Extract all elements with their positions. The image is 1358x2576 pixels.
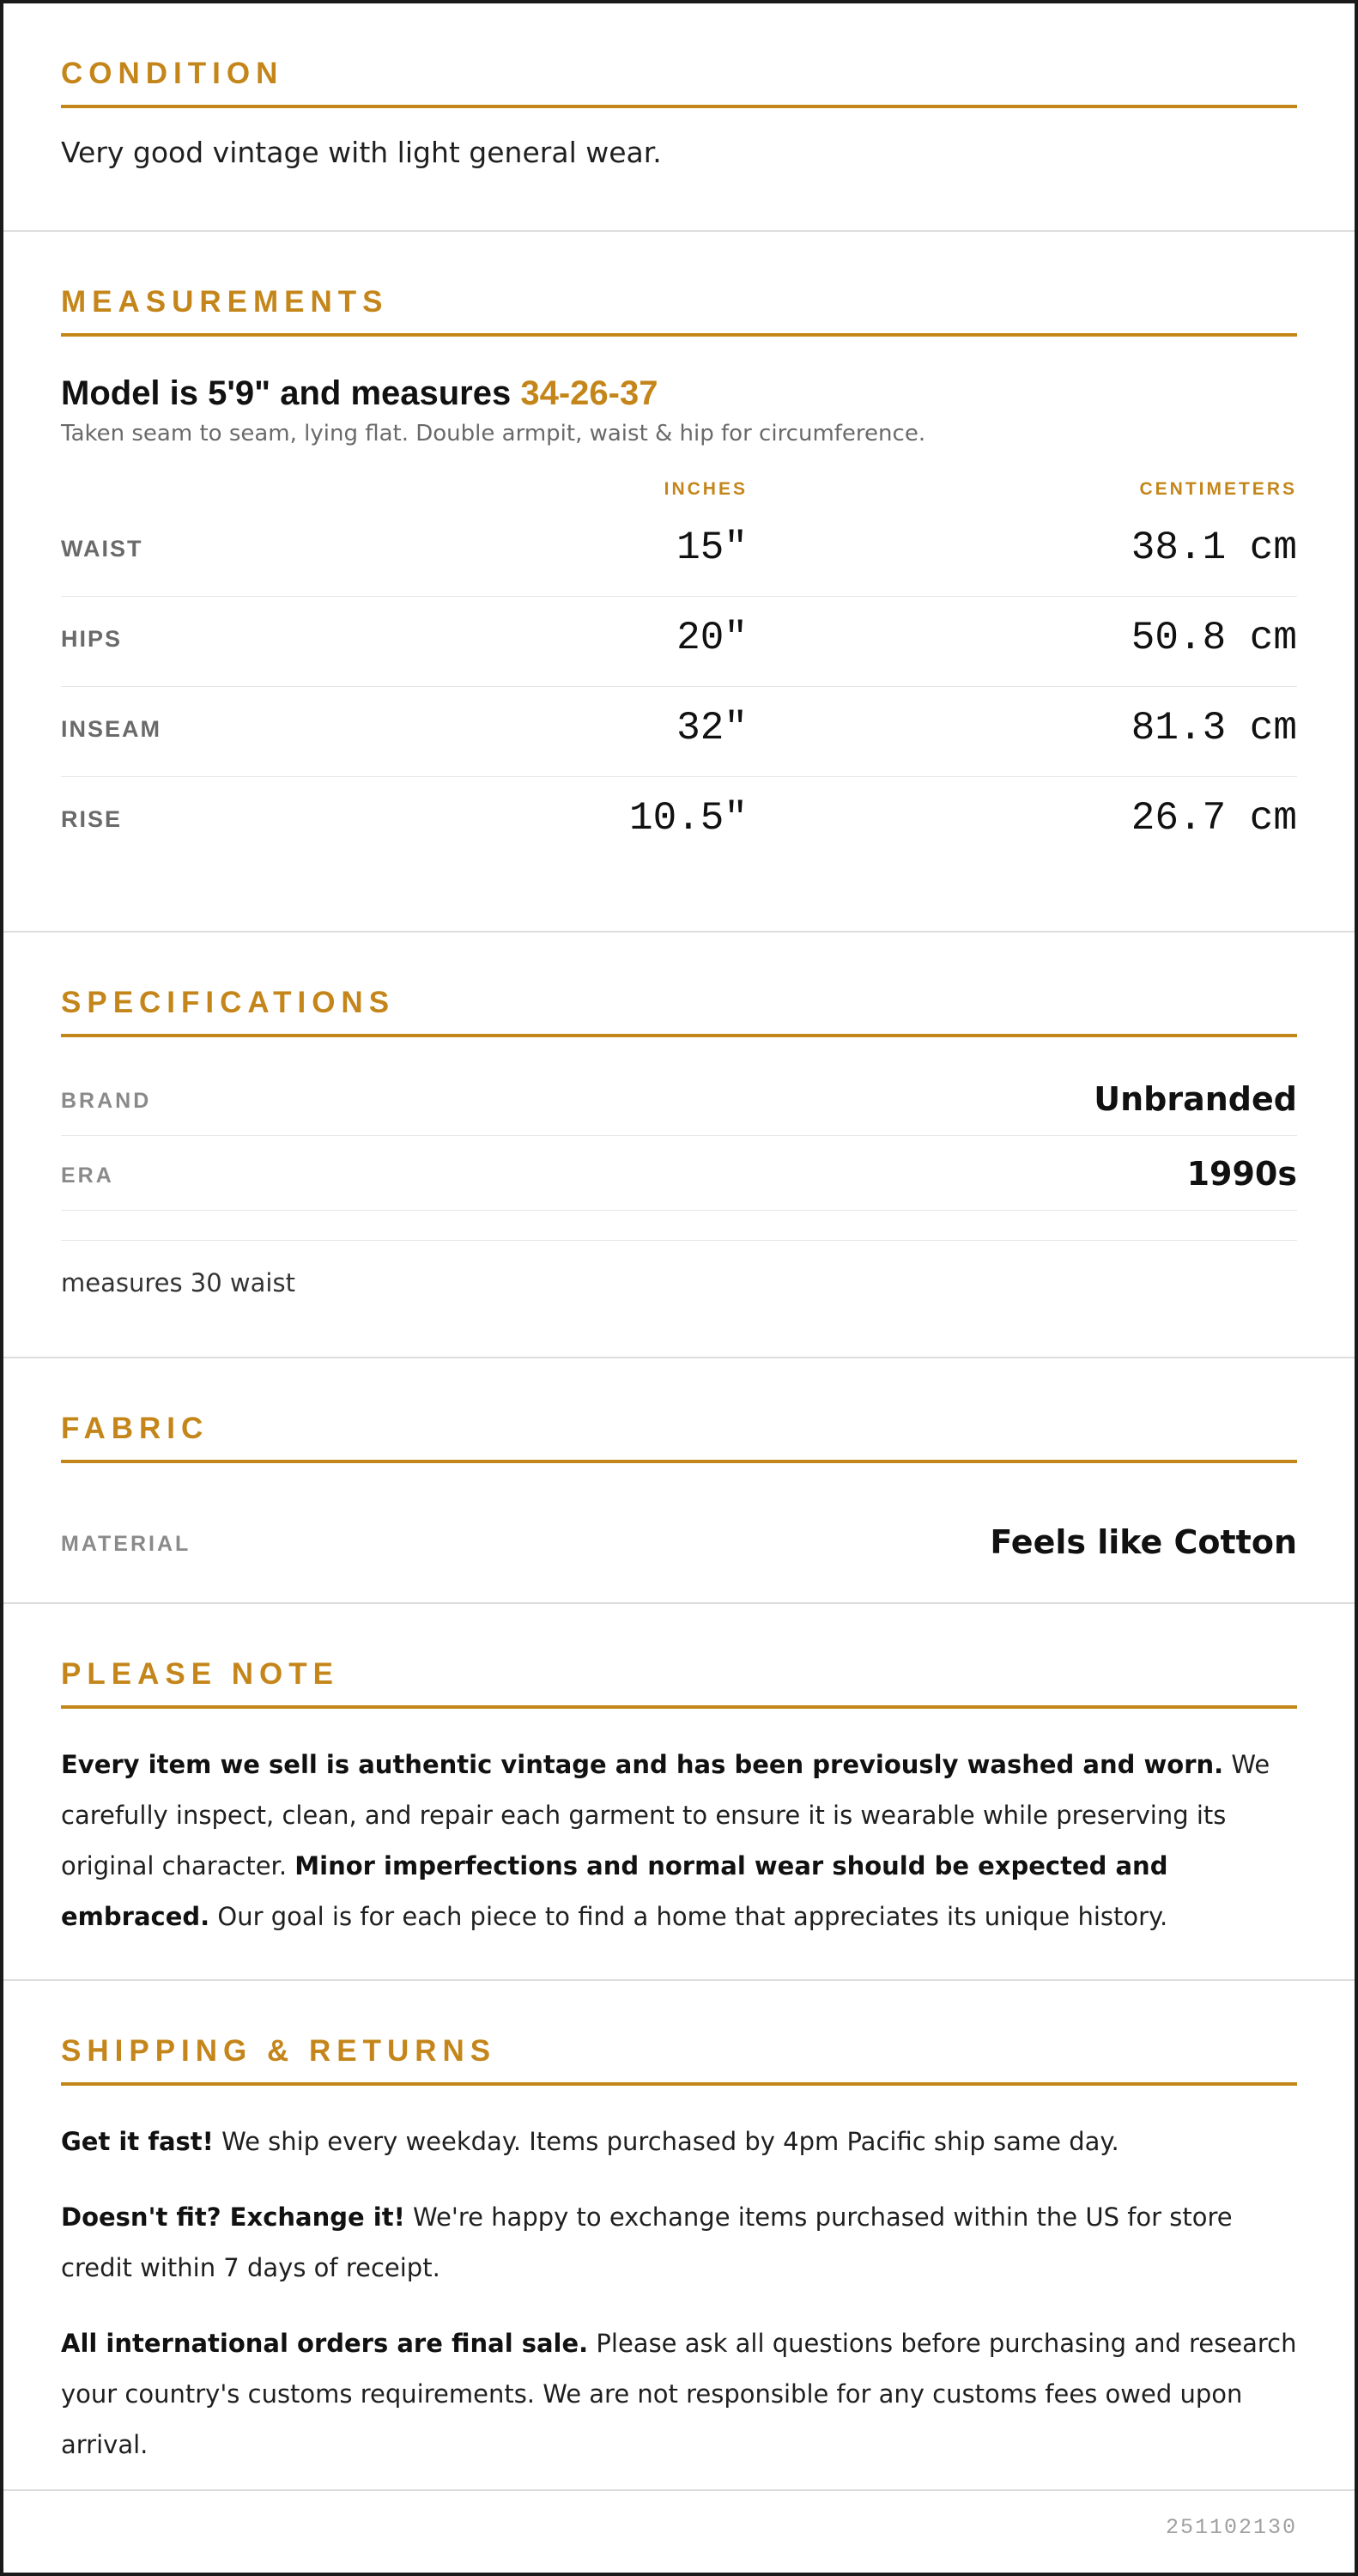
item-code: 251102130 [1165,2515,1297,2540]
measurement-label: INSEAM [61,716,162,742]
specifications-list [61,1061,1297,1241]
measurement-inches: 32" [676,706,748,750]
measurement-row-rise [61,777,1297,866]
measurement-label: RISE [61,806,123,832]
shipping-paragraph-fast [61,2117,1297,2167]
specifications-note: measures 30 waist [61,1268,295,1297]
spec-row-brand [61,1061,1297,1136]
fabric-section [3,1358,1355,1604]
specifications-section [3,933,1355,1358]
please-note-bold-2: Minor imperfections and normal wear should be expected and embraced. [61,1851,1168,1931]
spec-value: 1990s [1186,1155,1297,1193]
fabric-list [61,1504,1297,1578]
measurement-inches: 20" [676,616,748,660]
section-title-fabric: FABRIC [61,1412,1297,1463]
footer [3,2491,1355,2573]
spec-label: ERA [61,1163,114,1188]
please-note-section [3,1604,1355,1981]
shipping-text: We ship every weekday. Items purchased by 4pm Pacific ship same day. [213,2127,1119,2156]
measurement-cm: 26.7 cm [1131,796,1297,841]
shipping-paragraph-exchange [61,2192,1297,2293]
shipping-text: Please ask all questions before purchasing and research your country's customs requirements. We are not responsible for any customs fees owed upon arrival. [61,2329,1297,2459]
measurement-cm: 50.8 cm [1131,616,1297,660]
measurement-label: WAIST [61,536,143,562]
fabric-value: Feels like Cotton [990,1523,1297,1561]
measurement-label: HIPS [61,626,123,652]
shipping-text: We're happy to exchange items purchased within the US for store credit within 7 days of receipt. [61,2202,1233,2282]
please-note-paragraph [61,1740,1297,1942]
model-measures-heading [61,373,1297,414]
fabric-label: MATERIAL [61,1532,191,1556]
please-note-text-2: Our goal is for each piece to find a home that appreciates its unique history. [209,1902,1168,1931]
measurement-row-waist [61,507,1297,597]
shipping-bold: Doesn't fit? Exchange it! [61,2202,405,2232]
shipping-bold: All international orders are final sale. [61,2329,589,2358]
condition-section [3,3,1355,232]
section-title-specifications: SPECIFICATIONS [61,986,1297,1037]
divider [61,1211,1297,1241]
shipping-bold: Get it fast! [61,2127,214,2156]
measurement-cm: 81.3 cm [1131,706,1297,750]
measurement-inches: 10.5" [628,796,748,841]
section-title-condition: CONDITION [61,57,1297,108]
section-title-please-note: PLEASE NOTE [61,1657,1297,1709]
column-header-centimeters: CENTIMETERS [1139,479,1297,499]
measurements-section [3,232,1355,933]
measurements-table [61,472,1297,866]
spec-value: Unbranded [1094,1080,1297,1118]
model-measures-prefix: Model is 5'9" and measures [61,374,521,412]
spec-label: BRAND [61,1089,152,1113]
measurement-row-inseam [61,687,1297,777]
please-note-text-1: We carefully inspect, clean, and repair each garment to ensure it is wearable while preserving its original character. [61,1750,1270,1880]
shipping-returns-section [3,1981,1355,2491]
please-note-bold-1: Every item we sell is authentic vintage and has been previously washed and worn. [61,1750,1224,1779]
measurement-note: Taken seam to seam, lying flat. Double armpit, waist & hip for circumference. [61,421,926,447]
measurement-cm: 38.1 cm [1131,526,1297,570]
condition-text: Very good vintage with light general wear. [61,136,662,169]
measurement-inches: 15" [676,526,748,570]
model-measures-value: 34-26-37 [520,374,658,412]
fabric-row-material [61,1504,1297,1578]
measurements-header [61,472,1297,507]
column-header-inches: INCHES [664,479,748,499]
spec-row-era [61,1136,1297,1211]
section-title-measurements: MEASUREMENTS [61,285,1297,337]
section-title-shipping-returns: SHIPPING & RETURNS [61,2034,1297,2086]
shipping-paragraph-international [61,2318,1297,2470]
measurement-row-hips [61,597,1297,687]
